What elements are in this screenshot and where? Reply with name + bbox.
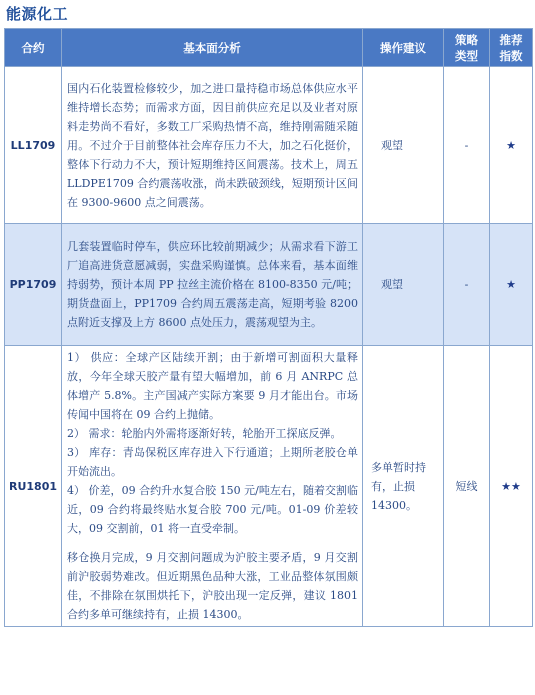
table-row [5, 346, 533, 627]
analysis-cell [62, 346, 363, 627]
header-analysis: 基本面分析 [62, 29, 363, 67]
advice-cell: 多单暂时持有，止损14300。 [363, 346, 444, 627]
contract-cell: LL1709 [5, 67, 62, 224]
header-rating: 推荐指数 [490, 29, 533, 67]
strategy-cell: - [444, 224, 490, 346]
contract-cell: RU1801 [5, 346, 62, 627]
analysis-cell [62, 224, 363, 346]
analysis-paragraph: 4） 价差，09 合约升水复合胶 150 元/吨左右，随着交割临近，09 合约将最终贴水复合胶 700 元/吨。01-09 价差较大，09 交割前，01 将一直受牵制。 [67, 484, 358, 535]
rating-cell: ★★ [490, 346, 533, 627]
header-advice: 操作建议 [363, 29, 444, 67]
analysis-paragraph: 移仓换月完成，9 月交割问题成为沪胶主要矛盾，9 月交割前沪胶弱势难改。但近期黑色品种大涨，工业品整体氛围颇佳，不排除在氛围烘托下，沪胶出现一定反弹，建议 1801 合约多单可继续持有，止损 14300。 [67, 551, 358, 621]
contract-cell: PP1709 [5, 224, 62, 346]
table-header-row [5, 29, 533, 67]
recommendation-table [4, 28, 533, 627]
header-contract: 合约 [5, 29, 62, 67]
strategy-cell: 短线 [444, 346, 490, 627]
analysis-cell [62, 67, 363, 224]
advice-cell: 观望 [363, 224, 444, 346]
table-row [5, 224, 533, 346]
advice-cell: 观望 [363, 67, 444, 224]
rating-cell: ★ [490, 224, 533, 346]
section-title: 能源化工 [6, 5, 69, 23]
analysis-paragraph: 2） 需求：轮胎内外需将逐渐好转，轮胎开工探底反弹。 [67, 427, 342, 440]
analysis-paragraph: 3） 库存：青岛保税区库存进入下行通道；上期所老胶仓单开始流出。 [67, 446, 358, 478]
analysis-paragraph: 几套装置临时停车，供应环比较前期减少；从需求看下游工厂追高进货意愿减弱，实盘采购谨慎。总体来看，基本面维持弱势，预计本周 PP 拉丝主流价格在 8100-8350 元/吨；期货盘面上，PP1709 合约周五震荡走高，短期考验 8200 点附近支撑及上方 8600 点处压力，震荡观望为主。 [67, 240, 358, 329]
rating-cell: ★ [490, 67, 533, 224]
header-strategy: 策略类型 [444, 29, 490, 67]
strategy-cell: - [444, 67, 490, 224]
table-row [5, 67, 533, 224]
analysis-paragraph: 1） 供应：全球产区陆续开割；由于新增可割面积大量释放，今年全球天胶产量有望大幅增加，前 6 月 ANRPC 总体增产 5.8%。主产国减产实际方案要 9 月才能出台。市场传闻中国将在 09 合约上抛储。 [67, 351, 358, 421]
analysis-paragraph: 国内石化装置检修较少，加之进口量持稳市场总体供应水平维持增长态势；而需求方面，因目前供应充足以及业者对原料走势尚不看好，多数工厂采购热情不高，维持刚需随采随用。不过介于目前整体社会库存压力不大，加之石化挺价，整体下行动力不大，预计短期维持区间震荡。技术上，周五LLDPE1709 合约震荡收涨，尚未跌破颈线，短期预计区间在 9300-9600 点之间震荡。 [67, 81, 358, 209]
